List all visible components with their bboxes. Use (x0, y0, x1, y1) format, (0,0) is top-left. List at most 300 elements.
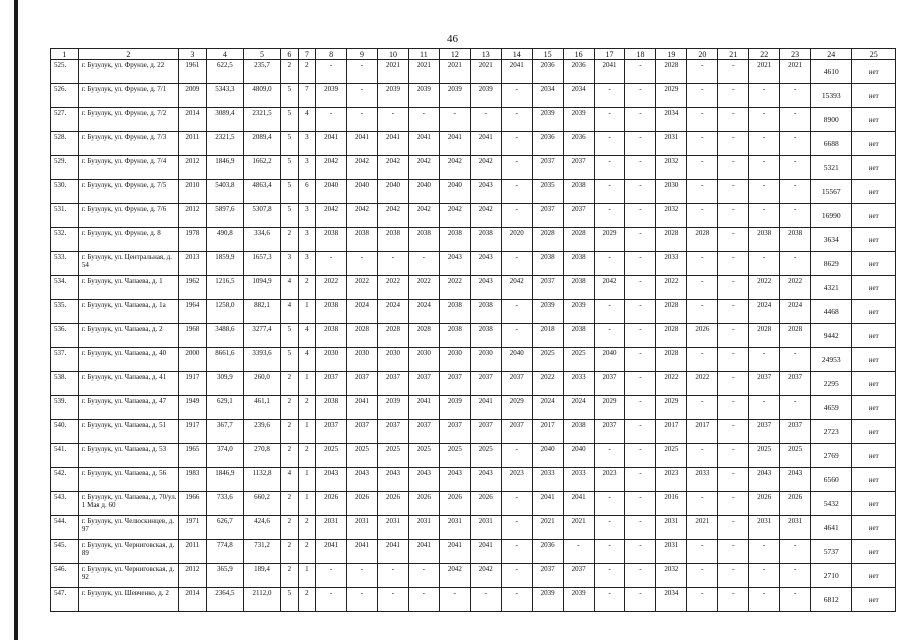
table-row (51, 420, 896, 444)
value-cell-col-18: - (625, 588, 656, 612)
column-header-4: 4 (206, 49, 243, 60)
value-cell-col-8: - (316, 564, 347, 588)
value-cell-col-11: 2037 (408, 372, 439, 396)
value-cell-col-14: 2020 (501, 228, 532, 252)
value-cell-col-15: 2039 (532, 300, 563, 324)
value-cell-col-20: - (687, 180, 718, 204)
value-cell-col-11: 2042 (408, 204, 439, 228)
value-cell-col-15: 2038 (532, 252, 563, 276)
value-cell-col-18: - (625, 156, 656, 180)
value-cell-col-17: 2037 (594, 372, 625, 396)
address-cell: г. Бузулук, ул. Чапаева, д. 1 (78, 276, 178, 300)
value-cell-col-20: - (687, 60, 718, 84)
value-cell-col-22: 2038 (749, 228, 780, 252)
value-cell-col-9: 2037 (347, 372, 378, 396)
table-row (51, 516, 896, 540)
value-cell-col-11: - (408, 252, 439, 276)
address-cell: г. Бузулук, ул. Чапаева, д. 56 (78, 468, 178, 492)
row-number-cell: 540. (51, 420, 79, 444)
value-cell-col-11: 2041 (408, 540, 439, 564)
row-number-cell: 539. (51, 396, 79, 420)
value-cell-col-10: 2030 (377, 348, 408, 372)
value-cell-col-6: 5 (281, 132, 299, 156)
address-cell: г. Бузулук, ул. Чапаева, д. 41 (78, 372, 178, 396)
value-cell-col-16: 2038 (563, 324, 594, 348)
address-cell: г. Бузулук, ул. Черниговская, д. 92 (78, 564, 178, 588)
value-cell-col-4: 1859,9 (206, 252, 243, 276)
value-cell-col-5: 731,2 (243, 540, 280, 564)
value-cell-col-3: 2012 (178, 204, 206, 228)
value-cell-col-8: 2041 (316, 540, 347, 564)
value-cell-col-19: 2034 (656, 588, 687, 612)
value-cell-col-6: 2 (281, 492, 299, 516)
value-cell-col-11: 2028 (408, 324, 439, 348)
value-cell-col-21: - (718, 564, 749, 588)
value-cell-col-15: 2037 (532, 156, 563, 180)
value-cell-col-6: 2 (281, 420, 299, 444)
value-cell-col-18: - (625, 300, 656, 324)
status-cell: нет (852, 180, 896, 204)
value-cell-col-12: 2025 (439, 444, 470, 468)
value-cell-col-12: 2039 (439, 396, 470, 420)
value-cell-col-14: 2042 (501, 276, 532, 300)
value-cell-col-8: 2025 (316, 444, 347, 468)
value-cell-col-22: - (749, 348, 780, 372)
value-cell-col-6: 5 (281, 348, 299, 372)
value-cell-col-15: 2037 (532, 204, 563, 228)
value-cell-col-3: 2014 (178, 588, 206, 612)
value-cell-col-13: 2043 (470, 180, 501, 204)
value-cell-col-5: 1132,8 (243, 468, 280, 492)
value-cell-col-22: - (749, 252, 780, 276)
table-row (51, 444, 896, 468)
value-cell-col-14: 2037 (501, 372, 532, 396)
column-header-21: 21 (718, 49, 749, 60)
value-cell-col-20: - (687, 540, 718, 564)
total-cell: 2710 (811, 564, 852, 588)
value-cell-col-3: 1961 (178, 60, 206, 84)
value-cell-col-14: - (501, 156, 532, 180)
value-cell-col-5: 424,6 (243, 516, 280, 540)
value-cell-col-9: - (347, 60, 378, 84)
address-cell: г. Бузулук, ул. Чапаева, д. 70/ул. 1 Мая д. 60 (78, 492, 178, 516)
value-cell-col-11: 2041 (408, 132, 439, 156)
value-cell-col-16: 2033 (563, 468, 594, 492)
value-cell-col-13: 2043 (470, 468, 501, 492)
value-cell-col-4: 629,1 (206, 396, 243, 420)
value-cell-col-10: 2026 (377, 492, 408, 516)
value-cell-col-18: - (625, 276, 656, 300)
total-cell: 24953 (811, 348, 852, 372)
value-cell-col-9: 2022 (347, 276, 378, 300)
value-cell-col-20: 2021 (687, 516, 718, 540)
value-cell-col-22: - (749, 84, 780, 108)
value-cell-col-18: - (625, 444, 656, 468)
value-cell-col-21: - (718, 324, 749, 348)
value-cell-col-17: - (594, 324, 625, 348)
value-cell-col-18: - (625, 60, 656, 84)
address-cell: г. Бузулук, ул. Фрунзе, д. 7/4 (78, 156, 178, 180)
value-cell-col-5: 660,2 (243, 492, 280, 516)
value-cell-col-23: - (780, 252, 811, 276)
value-cell-col-18: - (625, 348, 656, 372)
value-cell-col-8: 2026 (316, 492, 347, 516)
total-cell: 4321 (811, 276, 852, 300)
value-cell-col-21: - (718, 372, 749, 396)
value-cell-col-19: 2031 (656, 540, 687, 564)
value-cell-col-11: - (408, 588, 439, 612)
value-cell-col-13: 2038 (470, 300, 501, 324)
value-cell-col-5: 2112,0 (243, 588, 280, 612)
address-cell: г. Бузулук, ул. Чапаева, д. 1а (78, 300, 178, 324)
value-cell-col-3: 1949 (178, 396, 206, 420)
value-cell-col-4: 1846,9 (206, 468, 243, 492)
value-cell-col-13: 2041 (470, 396, 501, 420)
value-cell-col-7: 3 (298, 156, 316, 180)
table-row (51, 300, 896, 324)
total-cell: 15393 (811, 84, 852, 108)
table-row (51, 180, 896, 204)
column-header-24: 24 (811, 49, 852, 60)
table-row (51, 492, 896, 516)
status-cell: нет (852, 204, 896, 228)
value-cell-col-22: - (749, 396, 780, 420)
value-cell-col-21: - (718, 468, 749, 492)
value-cell-col-23: 2024 (780, 300, 811, 324)
value-cell-col-15: 2039 (532, 588, 563, 612)
value-cell-col-13: 2038 (470, 228, 501, 252)
value-cell-col-16: 2034 (563, 84, 594, 108)
value-cell-col-20: - (687, 348, 718, 372)
value-cell-col-22: - (749, 156, 780, 180)
value-cell-col-4: 733,6 (206, 492, 243, 516)
status-cell: нет (852, 156, 896, 180)
value-cell-col-9: 2031 (347, 516, 378, 540)
value-cell-col-21: - (718, 276, 749, 300)
value-cell-col-18: - (625, 396, 656, 420)
value-cell-col-19: 2034 (656, 108, 687, 132)
status-cell: нет (852, 132, 896, 156)
value-cell-col-7: 1 (298, 492, 316, 516)
value-cell-col-5: 882,1 (243, 300, 280, 324)
column-header-3: 3 (178, 49, 206, 60)
value-cell-col-11: 2022 (408, 276, 439, 300)
value-cell-col-9: 2043 (347, 468, 378, 492)
value-cell-col-15: 2039 (532, 108, 563, 132)
table-row (51, 348, 896, 372)
column-header-1: 1 (51, 49, 79, 60)
value-cell-col-22: 2037 (749, 420, 780, 444)
address-cell: г. Бузулук, ул. Челюскинцев, д. 97 (78, 516, 178, 540)
value-cell-col-23: - (780, 84, 811, 108)
value-cell-col-20: - (687, 156, 718, 180)
value-cell-col-8: 2042 (316, 204, 347, 228)
value-cell-col-3: 1964 (178, 300, 206, 324)
value-cell-col-5: 1094,9 (243, 276, 280, 300)
column-header-25: 25 (852, 49, 896, 60)
value-cell-col-18: - (625, 372, 656, 396)
value-cell-col-22: - (749, 540, 780, 564)
value-cell-col-16: 2036 (563, 132, 594, 156)
value-cell-col-15: 2024 (532, 396, 563, 420)
total-cell: 16990 (811, 204, 852, 228)
value-cell-col-8: 2022 (316, 276, 347, 300)
value-cell-col-15: 2034 (532, 84, 563, 108)
value-cell-col-21: - (718, 420, 749, 444)
value-cell-col-5: 4863,4 (243, 180, 280, 204)
value-cell-col-23: 2026 (780, 492, 811, 516)
value-cell-col-22: 2022 (749, 276, 780, 300)
value-cell-col-22: - (749, 108, 780, 132)
value-cell-col-17: - (594, 564, 625, 588)
value-cell-col-23: - (780, 396, 811, 420)
value-cell-col-10: 2042 (377, 156, 408, 180)
value-cell-col-5: 2321,5 (243, 108, 280, 132)
value-cell-col-16: 2037 (563, 156, 594, 180)
value-cell-col-15: 2036 (532, 60, 563, 84)
value-cell-col-13: 2026 (470, 492, 501, 516)
column-header-22: 22 (749, 49, 780, 60)
value-cell-col-10: 2041 (377, 540, 408, 564)
address-cell: г. Бузулук, ул. Центральная, д. 54 (78, 252, 178, 276)
value-cell-col-10: 2025 (377, 444, 408, 468)
value-cell-col-8: 2040 (316, 180, 347, 204)
column-header-23: 23 (780, 49, 811, 60)
column-header-2: 2 (78, 49, 178, 60)
value-cell-col-11: 2021 (408, 60, 439, 84)
value-cell-col-13: 2042 (470, 204, 501, 228)
value-cell-col-21: - (718, 540, 749, 564)
value-cell-col-16: - (563, 540, 594, 564)
value-cell-col-22: - (749, 132, 780, 156)
value-cell-col-23: 2031 (780, 516, 811, 540)
value-cell-col-10: - (377, 252, 408, 276)
value-cell-col-22: 2024 (749, 300, 780, 324)
value-cell-col-14: - (501, 492, 532, 516)
value-cell-col-20: 2026 (687, 324, 718, 348)
value-cell-col-20: - (687, 252, 718, 276)
value-cell-col-15: 2035 (532, 180, 563, 204)
value-cell-col-7: 7 (298, 84, 316, 108)
table-row (51, 588, 896, 612)
value-cell-col-5: 260,0 (243, 372, 280, 396)
table-row (51, 396, 896, 420)
value-cell-col-21: - (718, 492, 749, 516)
value-cell-col-18: - (625, 228, 656, 252)
value-cell-col-17: - (594, 180, 625, 204)
column-header-6: 6 (281, 49, 299, 60)
value-cell-col-10: 2043 (377, 468, 408, 492)
value-cell-col-14: - (501, 132, 532, 156)
column-header-13: 13 (470, 49, 501, 60)
value-cell-col-12: 2038 (439, 300, 470, 324)
value-cell-col-4: 626,7 (206, 516, 243, 540)
value-cell-col-18: - (625, 540, 656, 564)
value-cell-col-18: - (625, 564, 656, 588)
value-cell-col-8: - (316, 108, 347, 132)
total-cell: 6688 (811, 132, 852, 156)
status-cell: нет (852, 516, 896, 540)
value-cell-col-17: - (594, 588, 625, 612)
status-cell: нет (852, 252, 896, 276)
table-row (51, 204, 896, 228)
value-cell-col-22: 2026 (749, 492, 780, 516)
value-cell-col-8: 2041 (316, 132, 347, 156)
value-cell-col-18: - (625, 420, 656, 444)
value-cell-col-14: - (501, 324, 532, 348)
value-cell-col-12: 2038 (439, 324, 470, 348)
value-cell-col-7: 2 (298, 540, 316, 564)
status-cell: нет (852, 540, 896, 564)
value-cell-col-3: 2012 (178, 564, 206, 588)
value-cell-col-9: 2028 (347, 324, 378, 348)
value-cell-col-18: - (625, 204, 656, 228)
value-cell-col-6: 2 (281, 516, 299, 540)
value-cell-col-22: 2028 (749, 324, 780, 348)
value-cell-col-16: 2038 (563, 180, 594, 204)
value-cell-col-16: 2038 (563, 420, 594, 444)
value-cell-col-4: 622,5 (206, 60, 243, 84)
row-number-cell: 535. (51, 300, 79, 324)
value-cell-col-4: 3488,6 (206, 324, 243, 348)
value-cell-col-8: 2037 (316, 372, 347, 396)
value-cell-col-5: 189,4 (243, 564, 280, 588)
value-cell-col-14: 2040 (501, 348, 532, 372)
table-row (51, 540, 896, 564)
value-cell-col-20: 2022 (687, 372, 718, 396)
table-row (51, 228, 896, 252)
value-cell-col-12: 2043 (439, 252, 470, 276)
total-cell: 15567 (811, 180, 852, 204)
value-cell-col-20: - (687, 396, 718, 420)
value-cell-col-14: 2041 (501, 60, 532, 84)
page-number: 46 (447, 33, 458, 45)
value-cell-col-22: 2043 (749, 468, 780, 492)
value-cell-col-20: 2028 (687, 228, 718, 252)
value-cell-col-19: 2028 (656, 60, 687, 84)
value-cell-col-15: 2036 (532, 540, 563, 564)
value-cell-col-22: - (749, 204, 780, 228)
value-cell-col-11: 2030 (408, 348, 439, 372)
value-cell-col-10: 2041 (377, 132, 408, 156)
value-cell-col-7: 2 (298, 276, 316, 300)
address-cell: г. Бузулук, ул. Фрунзе, д. 22 (78, 60, 178, 84)
table-row (51, 132, 896, 156)
total-cell: 8900 (811, 108, 852, 132)
total-cell: 2295 (811, 372, 852, 396)
value-cell-col-12: 2038 (439, 228, 470, 252)
table-body (51, 60, 896, 612)
value-cell-col-9: 2042 (347, 204, 378, 228)
value-cell-col-4: 374,0 (206, 444, 243, 468)
value-cell-col-21: - (718, 108, 749, 132)
value-cell-col-14: - (501, 252, 532, 276)
value-cell-col-7: 1 (298, 300, 316, 324)
value-cell-col-18: - (625, 252, 656, 276)
value-cell-col-4: 8661,6 (206, 348, 243, 372)
value-cell-col-18: - (625, 324, 656, 348)
value-cell-col-21: - (718, 84, 749, 108)
value-cell-col-12: 2041 (439, 540, 470, 564)
address-cell: г. Бузулук, ул. Фрунзе, д. 7/2 (78, 108, 178, 132)
value-cell-col-16: 2037 (563, 564, 594, 588)
value-cell-col-7: 3 (298, 132, 316, 156)
row-number-cell: 546. (51, 564, 79, 588)
total-cell: 8629 (811, 252, 852, 276)
value-cell-col-17: - (594, 204, 625, 228)
value-cell-col-10: - (377, 564, 408, 588)
value-cell-col-23: - (780, 564, 811, 588)
value-cell-col-23: - (780, 180, 811, 204)
value-cell-col-15: 2021 (532, 516, 563, 540)
column-header-8: 8 (316, 49, 347, 60)
value-cell-col-3: 1983 (178, 468, 206, 492)
value-cell-col-7: 3 (298, 204, 316, 228)
value-cell-col-3: 1966 (178, 492, 206, 516)
value-cell-col-6: 5 (281, 204, 299, 228)
value-cell-col-13: 2043 (470, 252, 501, 276)
column-header-19: 19 (656, 49, 687, 60)
table-row (51, 60, 896, 84)
value-cell-col-4: 490,8 (206, 228, 243, 252)
value-cell-col-8: 2039 (316, 84, 347, 108)
value-cell-col-9: 2025 (347, 444, 378, 468)
value-cell-col-8: - (316, 588, 347, 612)
status-cell: нет (852, 228, 896, 252)
total-cell: 4659 (811, 396, 852, 420)
value-cell-col-10: 2039 (377, 84, 408, 108)
value-cell-col-3: 2011 (178, 540, 206, 564)
column-header-11: 11 (408, 49, 439, 60)
value-cell-col-10: 2040 (377, 180, 408, 204)
value-cell-col-5: 4809,0 (243, 84, 280, 108)
value-cell-col-14: - (501, 180, 532, 204)
row-number-cell: 531. (51, 204, 79, 228)
value-cell-col-6: 2 (281, 564, 299, 588)
value-cell-col-23: - (780, 108, 811, 132)
row-number-cell: 528. (51, 132, 79, 156)
value-cell-col-23: 2028 (780, 324, 811, 348)
value-cell-col-19: 2025 (656, 444, 687, 468)
value-cell-col-4: 5343,3 (206, 84, 243, 108)
value-cell-col-19: 2028 (656, 228, 687, 252)
value-cell-col-20: - (687, 204, 718, 228)
address-cell: г. Бузулук, ул. Чапаева, д. 40 (78, 348, 178, 372)
value-cell-col-5: 1662,2 (243, 156, 280, 180)
value-cell-col-7: 4 (298, 108, 316, 132)
column-header-17: 17 (594, 49, 625, 60)
value-cell-col-11: 2040 (408, 180, 439, 204)
value-cell-col-3: 1978 (178, 228, 206, 252)
value-cell-col-12: 2039 (439, 84, 470, 108)
row-number-cell: 533. (51, 252, 79, 276)
value-cell-col-11: 2041 (408, 396, 439, 420)
value-cell-col-19: 2016 (656, 492, 687, 516)
value-cell-col-8: 2038 (316, 228, 347, 252)
value-cell-col-15: 2036 (532, 132, 563, 156)
status-cell: нет (852, 60, 896, 84)
value-cell-col-6: 2 (281, 372, 299, 396)
address-cell: г. Бузулук, ул. Фрунзе, д. 7/6 (78, 204, 178, 228)
row-number-cell: 529. (51, 156, 79, 180)
value-cell-col-7: 2 (298, 444, 316, 468)
value-cell-col-8: 2038 (316, 324, 347, 348)
value-cell-col-21: - (718, 396, 749, 420)
value-cell-col-3: 2014 (178, 108, 206, 132)
value-cell-col-14: 2037 (501, 420, 532, 444)
status-cell: нет (852, 468, 896, 492)
total-cell: 5737 (811, 540, 852, 564)
